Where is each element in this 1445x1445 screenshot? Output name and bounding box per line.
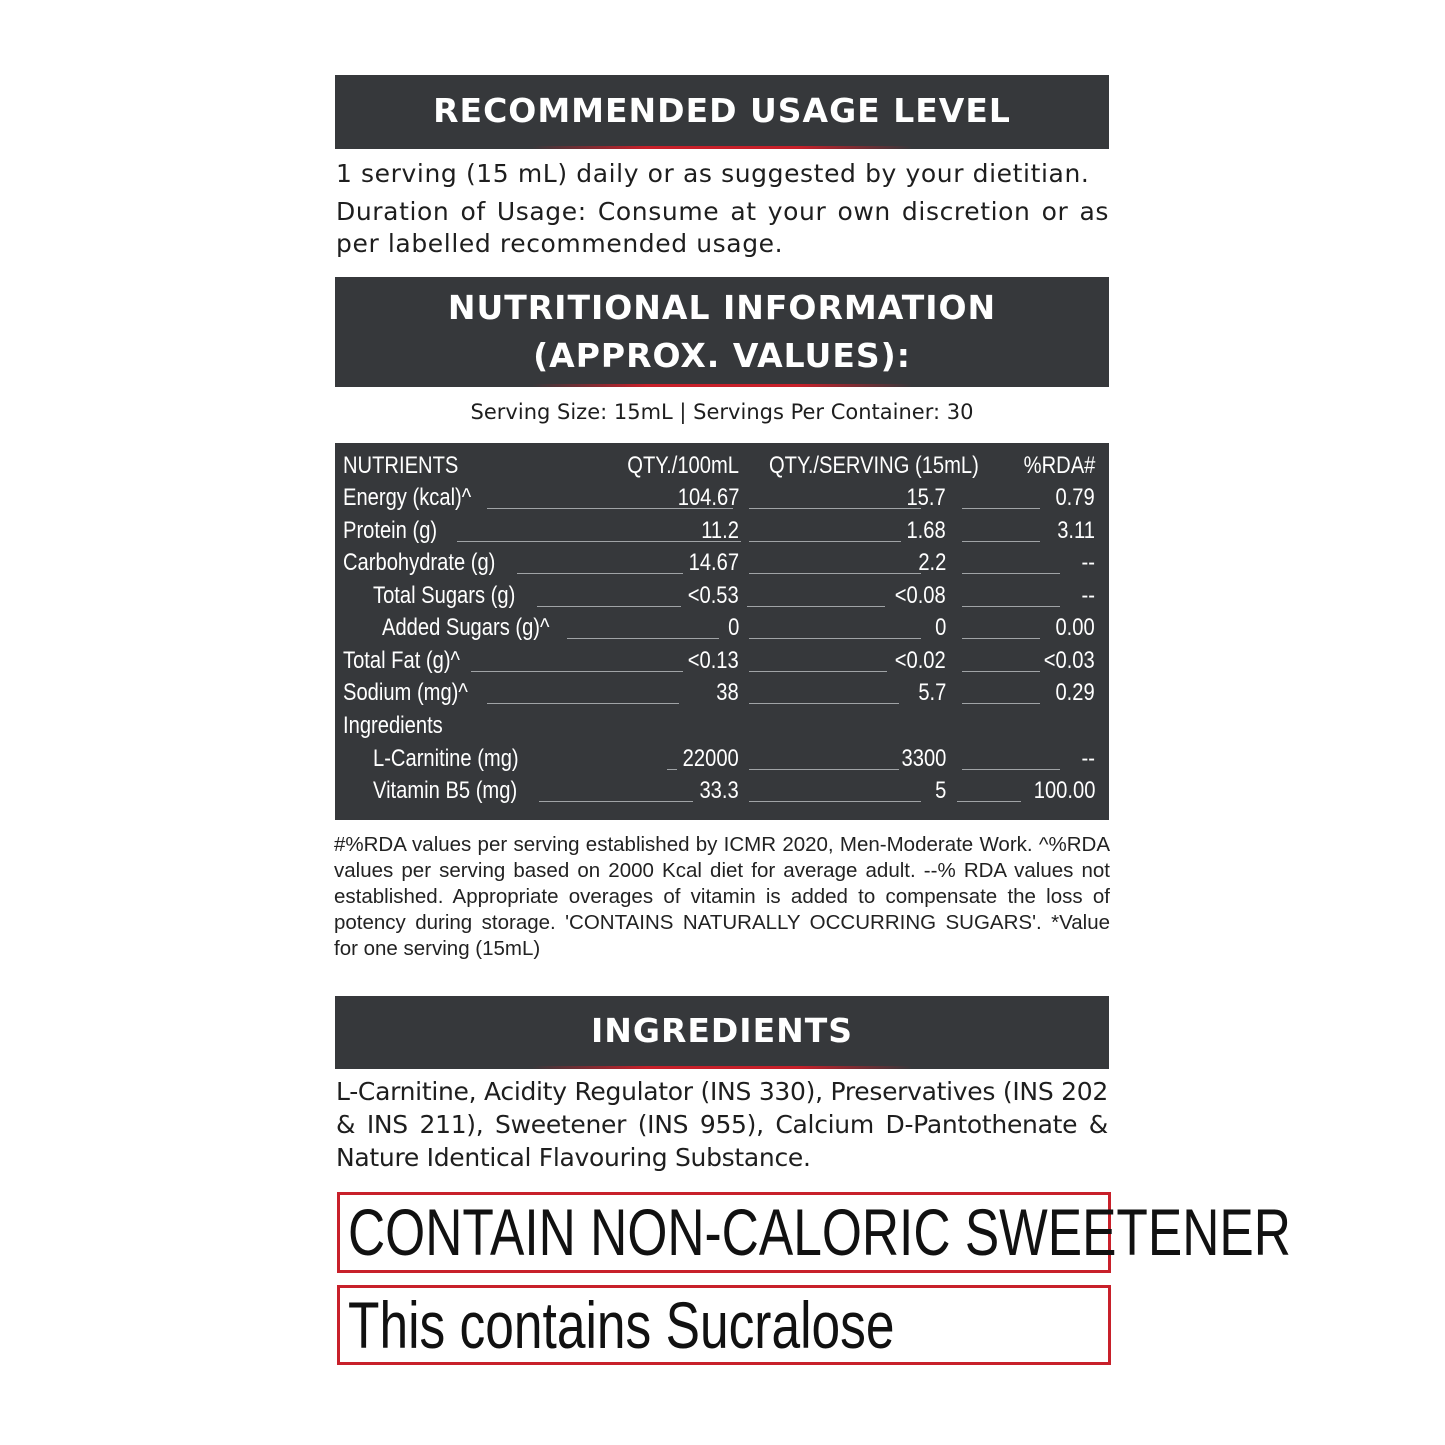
nutrition-table (335, 443, 1109, 820)
value-per-serving: <0.02 (894, 647, 946, 674)
nutrient-name: Carbohydrate (g) (343, 549, 496, 576)
table-row (335, 645, 1109, 677)
value-rda: <0.03 (1043, 647, 1095, 674)
nutrient-name: Energy (kcal)^ (343, 484, 472, 511)
table-row (335, 482, 1109, 514)
value-per-serving: 5.7 (917, 679, 946, 706)
table-row (335, 775, 1109, 807)
value-per-serving: 3300 (901, 745, 946, 772)
value-rda: 0.29 (1055, 679, 1095, 706)
value-per-100ml: <0.13 (687, 647, 739, 674)
nutrition-heading-line2: (APPROX. VALUES): (533, 336, 911, 375)
value-per-100ml: 104.67 (677, 484, 739, 511)
ingredients-text: L-Carnitine, Acidity Regulator (INS 330), Preservatives (INS 202 & INS 211), Sweetener (INS 955), Calcium D-Pantothenate & Nature Identical Flavouring Substance. (336, 1077, 1108, 1172)
table-header-row (335, 450, 1109, 482)
table-row (335, 612, 1109, 644)
nutrient-name: L-Carnitine (mg) (373, 745, 519, 772)
table-row (335, 547, 1109, 579)
nutrient-name: Total Fat (g)^ (343, 647, 461, 674)
value-per-serving: 2.2 (917, 549, 946, 576)
header-rda: %RDA# (1023, 452, 1095, 479)
ingredients-heading: INGREDIENTS (590, 1011, 854, 1050)
table-row (335, 677, 1109, 709)
header-per-100ml: QTY./100mL (627, 452, 739, 479)
sweetener-warning-text: CONTAIN NON-CALORIC SWEETENER (348, 1195, 1291, 1269)
ingredients-heading-band (335, 996, 1109, 1069)
nutrient-name: Added Sugars (g)^ (382, 614, 550, 641)
table-row (335, 710, 1109, 742)
value-rda: 3.11 (1057, 517, 1095, 544)
sucralose-notice-box (337, 1285, 1111, 1365)
table-row (335, 580, 1109, 612)
value-rda: -- (1081, 549, 1095, 576)
serving-info: Serving Size: 15mL | Servings Per Container: 30 (470, 400, 974, 424)
value-per-serving: 15.7 (906, 484, 946, 511)
nutrient-name: Ingredients (343, 712, 443, 739)
value-per-serving: 1.68 (906, 517, 946, 544)
value-rda: -- (1081, 745, 1095, 772)
nutrition-heading-band (335, 277, 1109, 387)
usage-heading-band (335, 75, 1109, 149)
value-per-serving: <0.08 (894, 582, 946, 609)
usage-duration-text: Duration of Usage: Consume at your own discretion or as per labelled recommended usage. (336, 197, 1109, 258)
nutrient-name: Vitamin B5 (mg) (373, 777, 518, 804)
table-row (335, 743, 1109, 775)
sucralose-notice-text: This contains Sucralose (348, 1288, 895, 1362)
value-per-100ml: <0.53 (687, 582, 739, 609)
value-rda: 0.79 (1055, 484, 1095, 511)
value-per-100ml: 38 (716, 679, 739, 706)
value-rda: -- (1081, 582, 1095, 609)
value-per-100ml: 22000 (682, 745, 739, 772)
table-row (335, 515, 1109, 547)
sweetener-warning-box (337, 1192, 1291, 1273)
nutrient-name: Protein (g) (343, 517, 438, 544)
value-per-100ml: 14.67 (688, 549, 739, 576)
nutrient-name: Total Sugars (g) (373, 582, 516, 609)
nutrition-heading-line1: NUTRITIONAL INFORMATION (447, 288, 997, 327)
usage-serving-text: 1 serving (15 mL) daily or as suggested by your dietitian. (336, 159, 1090, 188)
value-per-100ml: 11.2 (701, 517, 739, 544)
value-per-serving: 0 (934, 614, 946, 641)
value-per-serving: 5 (934, 777, 946, 804)
nutrient-name: Sodium (mg)^ (343, 679, 468, 706)
header-nutrients: NUTRIENTS (343, 452, 459, 479)
usage-heading: RECOMMENDED USAGE LEVEL (433, 91, 1011, 130)
value-rda: 0.00 (1055, 614, 1095, 641)
header-per-serving: QTY./SERVING (15mL) (769, 452, 979, 479)
value-per-100ml: 0 (727, 614, 739, 641)
value-rda: 100.00 (1033, 777, 1095, 804)
value-per-100ml: 33.3 (699, 777, 739, 804)
rda-footnote: #%RDA values per serving established by ICMR 2020, Men-Moderate Work. ^%RDA values per serving based on 2000 Kcal diet for average adult. --% RDA values not established. Appropriate overages of vitamin is added to compensate the loss of potency during storage. 'CONTAINS NATURALLY OCCURRING SUGARS'. *Value for one serving (15mL) (334, 833, 1110, 960)
